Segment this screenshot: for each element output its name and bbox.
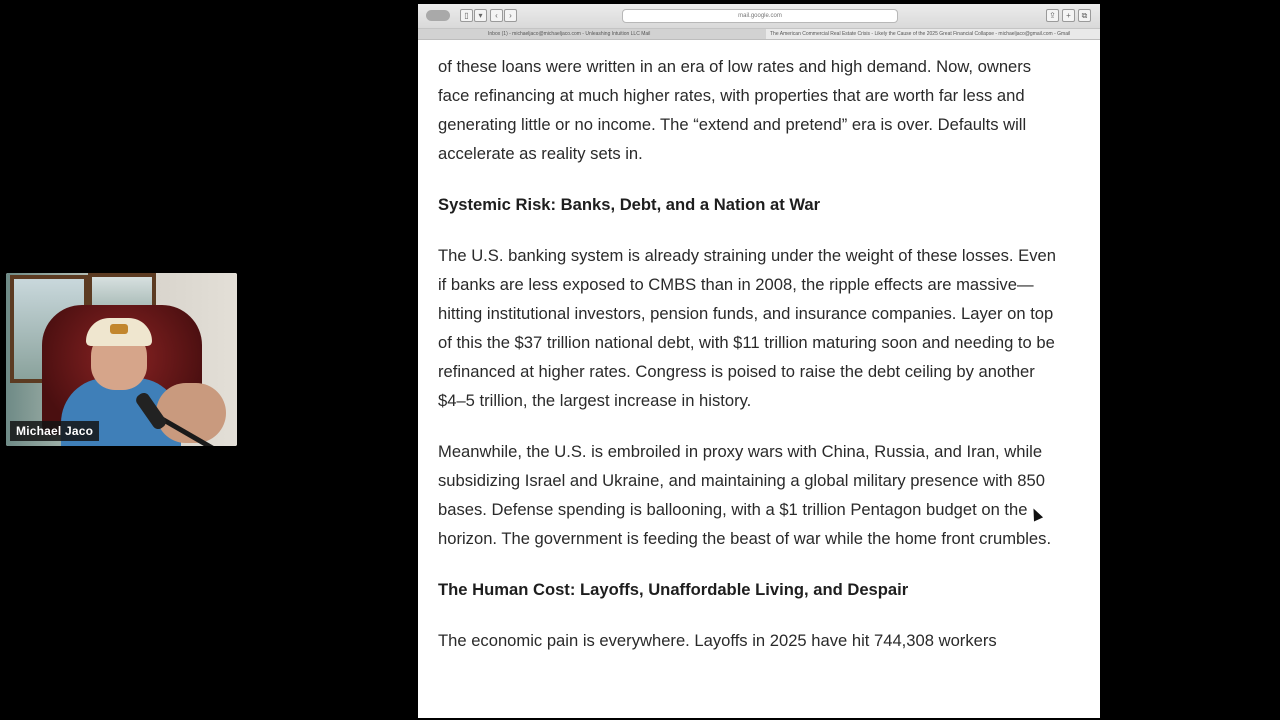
section-heading: The Human Cost: Layoffs, Unaffordable Living, and Despair <box>438 580 909 599</box>
address-bar[interactable]: mail.google.com <box>622 9 898 23</box>
cap-logo <box>110 324 128 334</box>
browser-toolbar <box>418 4 1100 29</box>
tab-overview-icon[interactable]: ▾ <box>474 9 487 22</box>
new-tab-icon[interactable]: + <box>1062 9 1075 22</box>
article-paragraph: The economic pain is everywhere. Layoffs in 2025 have hit 744,308 workers <box>438 631 997 650</box>
tab-inbox[interactable]: Inbox (1) - michaeljaco@michaeljaco.com - Unleashing Intuition LLC Mail <box>488 31 651 37</box>
section-heading: Systemic Risk: Banks, Debt, and a Nation at War <box>438 195 821 214</box>
article-paragraph: The U.S. banking system is already straining under the weight of these losses. Even if banks are less exposed to CMBS than in 2008, the ripple effects are massive—hitting institutional investors, pension funds, and insurance companies. Layer on top of this the $37 trillion national debt, with $11 trillion maturing soon and needing to be refinanced at higher rates. Congress is poised to raise the debt ceiling by another $4–5 trillion, the largest increase in history. <box>438 246 1056 410</box>
window-controls-pill[interactable] <box>426 10 450 21</box>
share-icon[interactable]: ⇪ <box>1046 9 1059 22</box>
article-paragraph: Meanwhile, the U.S. is embroiled in proxy wars with China, Russia, and Iran, while subsidizing Israel and Ukraine, and maintaining a global military presence with 850 bases. Defense spending is ballooning, with a $1 trillion Pentagon budget on the horizon. The government is feeding the beast of war while the home front crumbles. <box>438 442 1052 548</box>
tabs-grid-icon[interactable]: ⧉ <box>1078 9 1091 22</box>
back-icon[interactable]: ‹ <box>490 9 503 22</box>
webcam-overlay <box>6 273 237 446</box>
forward-icon[interactable]: › <box>504 9 517 22</box>
article-paragraph: of these loans were written in an era of low rates and high demand. Now, owners face refinancing at much higher rates, with properties that are worth far less and generating little or no income. The “extend and pretend” era is over. Defaults will accelerate as reality sets in. <box>438 57 1032 163</box>
sidebar-toggle-icon[interactable]: ▯ <box>460 9 473 22</box>
article-body <box>438 48 1058 655</box>
tab-bar <box>418 29 1100 40</box>
presenter-name-tag: Michael Jaco <box>10 421 99 441</box>
browser-window <box>418 4 1100 718</box>
tab-article-gmail[interactable]: The American Commercial Real Estate Crisis - Likely the Cause of the 2025 Great Financial Collapse - michaeljaco@gmail.com - Gmail <box>766 29 1100 39</box>
